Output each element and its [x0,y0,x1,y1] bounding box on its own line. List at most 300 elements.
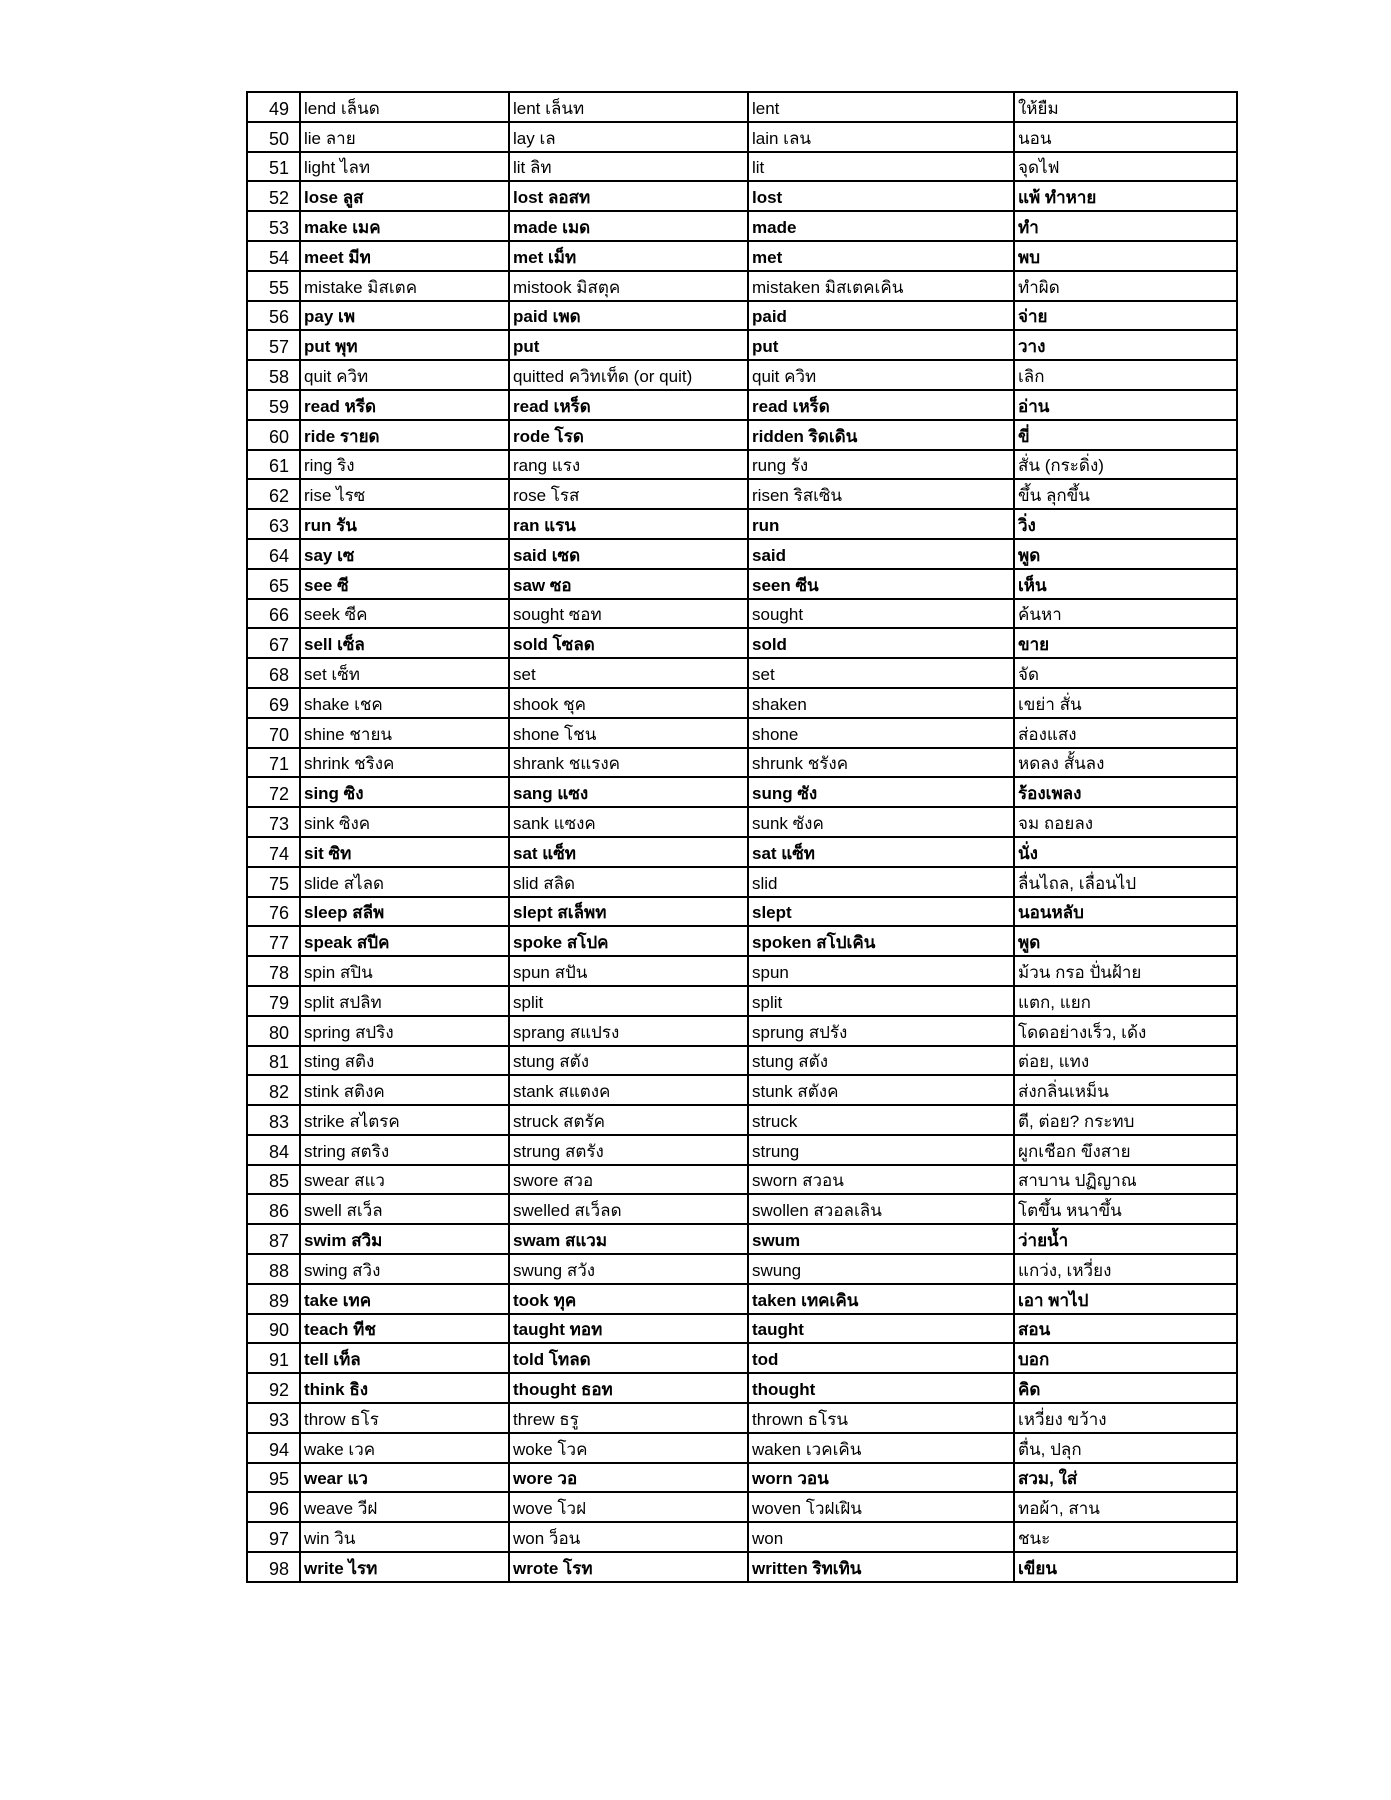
thai-meaning-cell: ค้นหา [1014,599,1237,629]
past-participle-cell: spun [748,956,1014,986]
past-participle-cell: slept [748,897,1014,927]
past-simple-cell: thought ธอท [509,1373,748,1403]
table-row [247,867,1237,897]
thai-meaning-cell: จัด [1014,658,1237,688]
table-row [247,1522,1237,1552]
base-form-cell: strike สไตรค [300,1105,509,1135]
base-form-cell: sell เซ็ล [300,628,509,658]
row-number-cell: 90 [247,1314,300,1344]
base-form-cell: light ไลท [300,152,509,182]
row-number-cell: 57 [247,330,300,360]
thai-meaning-cell: นอน [1014,122,1237,152]
past-participle-cell: run [748,509,1014,539]
base-form-cell: swell สเว็ล [300,1194,509,1224]
base-form-cell: teach ทีช [300,1314,509,1344]
thai-meaning-cell: ส่งกลิ่นเหม็น [1014,1075,1237,1105]
row-number-cell: 70 [247,718,300,748]
past-simple-cell: rode โรด [509,420,748,450]
base-form-cell: ride รายด [300,420,509,450]
thai-meaning-cell: เหวี่ยง ขว้าง [1014,1403,1237,1433]
thai-meaning-cell: ขึ้น ลุกขึ้น [1014,479,1237,509]
table-row [247,599,1237,629]
past-participle-cell: shaken [748,688,1014,718]
past-participle-cell: met [748,241,1014,271]
past-participle-cell: shrunk ชรังค [748,748,1014,778]
table-row [247,92,1237,122]
table-row [247,181,1237,211]
past-participle-cell: split [748,986,1014,1016]
base-form-cell: split สปลิท [300,986,509,1016]
past-simple-cell: sank แซงค [509,807,748,837]
base-form-cell: string สตริง [300,1135,509,1165]
past-participle-cell: tod [748,1343,1014,1373]
table-row [247,807,1237,837]
base-form-cell: mistake มิสเตค [300,271,509,301]
past-simple-cell: read เหร็ด [509,390,748,420]
past-participle-cell: seen ซีน [748,569,1014,599]
base-form-cell: pay เพ [300,301,509,331]
row-number-cell: 69 [247,688,300,718]
table-row [247,1314,1237,1344]
base-form-cell: shrink ชริงค [300,748,509,778]
table-row [247,1105,1237,1135]
past-participle-cell: set [748,658,1014,688]
past-participle-cell: waken เวคเคิน [748,1433,1014,1463]
thai-meaning-cell: พบ [1014,241,1237,271]
past-participle-cell: shone [748,718,1014,748]
table-row [247,1492,1237,1522]
base-form-cell: weave วีฝ [300,1492,509,1522]
row-number-cell: 72 [247,777,300,807]
table-row [247,777,1237,807]
past-participle-cell: lost [748,181,1014,211]
row-number-cell: 96 [247,1492,300,1522]
past-simple-cell: met เม็ท [509,241,748,271]
row-number-cell: 68 [247,658,300,688]
row-number-cell: 75 [247,867,300,897]
base-form-cell: stink สติงค [300,1075,509,1105]
thai-meaning-cell: เลิก [1014,360,1237,390]
past-simple-cell: rose โรส [509,479,748,509]
past-participle-cell: sat แซ็ท [748,837,1014,867]
past-simple-cell: swore สวอ [509,1165,748,1195]
thai-meaning-cell: จ่าย [1014,301,1237,331]
past-simple-cell: struck สตรัค [509,1105,748,1135]
table-row [247,122,1237,152]
past-simple-cell: woke โวค [509,1433,748,1463]
table-row [247,1254,1237,1284]
row-number-cell: 53 [247,211,300,241]
row-number-cell: 83 [247,1105,300,1135]
table-row [247,897,1237,927]
base-form-cell: wear แว [300,1463,509,1493]
past-simple-cell: saw ซอ [509,569,748,599]
thai-meaning-cell: สั่น (กระดิ่ง) [1014,450,1237,480]
table-row [247,956,1237,986]
row-number-cell: 85 [247,1165,300,1195]
base-form-cell: spring สปริง [300,1016,509,1046]
past-simple-cell: paid เพด [509,301,748,331]
thai-meaning-cell: หดลง สั้นลง [1014,748,1237,778]
table-row [247,1016,1237,1046]
thai-meaning-cell: พูด [1014,539,1237,569]
table-row [247,628,1237,658]
past-simple-cell: split [509,986,748,1016]
past-simple-cell: swung สวัง [509,1254,748,1284]
base-form-cell: shine ชายน [300,718,509,748]
table-row [247,1373,1237,1403]
row-number-cell: 49 [247,92,300,122]
row-number-cell: 51 [247,152,300,182]
row-number-cell: 74 [247,837,300,867]
thai-meaning-cell: ขาย [1014,628,1237,658]
past-simple-cell: put [509,330,748,360]
thai-meaning-cell: ต่อย, แทง [1014,1046,1237,1076]
base-form-cell: lose ลูส [300,181,509,211]
base-form-cell: sleep สลีพ [300,897,509,927]
table-row [247,658,1237,688]
past-simple-cell: shook ชุค [509,688,748,718]
table-row [247,390,1237,420]
row-number-cell: 91 [247,1343,300,1373]
past-participle-cell: sold [748,628,1014,658]
base-form-cell: swear สแว [300,1165,509,1195]
past-simple-cell: lay เล [509,122,748,152]
past-simple-cell: made เมด [509,211,748,241]
base-form-cell: wake เวค [300,1433,509,1463]
table-row [247,748,1237,778]
table-row [247,1194,1237,1224]
thai-meaning-cell: ทอผ้า, สาน [1014,1492,1237,1522]
row-number-cell: 84 [247,1135,300,1165]
past-simple-cell: took ทุค [509,1284,748,1314]
thai-meaning-cell: จม ถอยลง [1014,807,1237,837]
table-row [247,1463,1237,1493]
thai-meaning-cell: ว่ายน้ำ [1014,1224,1237,1254]
row-number-cell: 88 [247,1254,300,1284]
past-simple-cell: lost ลอสท [509,181,748,211]
row-number-cell: 65 [247,569,300,599]
base-form-cell: rise ไรซ [300,479,509,509]
table-row [247,1165,1237,1195]
thai-meaning-cell: ตื่น, ปลุก [1014,1433,1237,1463]
table-row [247,837,1237,867]
table-row [247,450,1237,480]
thai-meaning-cell: ให้ยืม [1014,92,1237,122]
table-row [247,1075,1237,1105]
past-participle-cell: rung รัง [748,450,1014,480]
past-participle-cell: thrown ธโรน [748,1403,1014,1433]
past-participle-cell: slid [748,867,1014,897]
thai-meaning-cell: จุดไฟ [1014,152,1237,182]
base-form-cell: put พุท [300,330,509,360]
thai-meaning-cell: ทำผิด [1014,271,1237,301]
base-form-cell: lend เล็นด [300,92,509,122]
table-row [247,509,1237,539]
past-participle-cell: paid [748,301,1014,331]
row-number-cell: 97 [247,1522,300,1552]
past-simple-cell: strung สตรัง [509,1135,748,1165]
past-participle-cell: written ริทเทิน [748,1552,1014,1582]
table-row [247,152,1237,182]
base-form-cell: swing สวิง [300,1254,509,1284]
past-participle-cell: stung สตัง [748,1046,1014,1076]
past-simple-cell: wore วอ [509,1463,748,1493]
past-simple-cell: wove โวฝ [509,1492,748,1522]
table-row [247,986,1237,1016]
table-row [247,1433,1237,1463]
past-participle-cell: stunk สตังค [748,1075,1014,1105]
base-form-cell: say เซ [300,539,509,569]
thai-meaning-cell: วาง [1014,330,1237,360]
base-form-cell: set เซ็ท [300,658,509,688]
thai-meaning-cell: ทำ [1014,211,1237,241]
irregular-verbs-table [246,91,1238,1583]
thai-meaning-cell: ลื่นไถล, เลื่อนไป [1014,867,1237,897]
base-form-cell: read หรีด [300,390,509,420]
thai-meaning-cell: แพ้ ทำหาย [1014,181,1237,211]
past-simple-cell: stank สแตงค [509,1075,748,1105]
thai-meaning-cell: คิด [1014,1373,1237,1403]
table-row [247,718,1237,748]
row-number-cell: 50 [247,122,300,152]
base-form-cell: take เทค [300,1284,509,1314]
table-row [247,1343,1237,1373]
table-row [247,1224,1237,1254]
table-body [247,92,1237,1582]
row-number-cell: 76 [247,897,300,927]
past-participle-cell: sworn สวอน [748,1165,1014,1195]
thai-meaning-cell: ตี, ต่อย? กระทบ [1014,1105,1237,1135]
base-form-cell: make เมค [300,211,509,241]
table-row [247,360,1237,390]
past-simple-cell: spun สปัน [509,956,748,986]
past-simple-cell: sang แซง [509,777,748,807]
past-simple-cell: swam สแวม [509,1224,748,1254]
thai-meaning-cell: ขี่ [1014,420,1237,450]
base-form-cell: win วิน [300,1522,509,1552]
table-row [247,420,1237,450]
past-participle-cell: risen ริสเซิน [748,479,1014,509]
past-simple-cell: won ว็อน [509,1522,748,1552]
row-number-cell: 98 [247,1552,300,1582]
past-participle-cell: swung [748,1254,1014,1284]
past-participle-cell: swum [748,1224,1014,1254]
thai-meaning-cell: ผูกเชือก ขึงสาย [1014,1135,1237,1165]
base-form-cell: ring ริง [300,450,509,480]
thai-meaning-cell: นั่ง [1014,837,1237,867]
past-participle-cell: lit [748,152,1014,182]
past-participle-cell: strung [748,1135,1014,1165]
thai-meaning-cell: วิ่ง [1014,509,1237,539]
row-number-cell: 86 [247,1194,300,1224]
base-form-cell: write ไรท [300,1552,509,1582]
past-simple-cell: lit ลิท [509,152,748,182]
base-form-cell: speak สปีค [300,926,509,956]
thai-meaning-cell: นอนหลับ [1014,897,1237,927]
past-simple-cell: said เซด [509,539,748,569]
table-row [247,1046,1237,1076]
past-simple-cell: shone โชน [509,718,748,748]
row-number-cell: 61 [247,450,300,480]
base-form-cell: sing ซิง [300,777,509,807]
base-form-cell: slide สไลด [300,867,509,897]
base-form-cell: think ธิง [300,1373,509,1403]
thai-meaning-cell: ร้องเพลง [1014,777,1237,807]
past-participle-cell: taught [748,1314,1014,1344]
thai-meaning-cell: เขย่า สั่น [1014,688,1237,718]
row-number-cell: 77 [247,926,300,956]
past-simple-cell: mistook มิสตุค [509,271,748,301]
base-form-cell: sting สติง [300,1046,509,1076]
thai-meaning-cell: ส่องแสง [1014,718,1237,748]
row-number-cell: 58 [247,360,300,390]
base-form-cell: swim สวิม [300,1224,509,1254]
past-participle-cell: read เหร็ด [748,390,1014,420]
row-number-cell: 71 [247,748,300,778]
past-simple-cell: swelled สเว็ลด [509,1194,748,1224]
past-simple-cell: shrank ชแรงค [509,748,748,778]
table-row [247,1284,1237,1314]
table-row [247,1403,1237,1433]
past-simple-cell: slept สเล็พท [509,897,748,927]
base-form-cell: quit ควิท [300,360,509,390]
past-participle-cell: won [748,1522,1014,1552]
row-number-cell: 66 [247,599,300,629]
row-number-cell: 93 [247,1403,300,1433]
thai-meaning-cell: เขียน [1014,1552,1237,1582]
row-number-cell: 59 [247,390,300,420]
table-row [247,241,1237,271]
row-number-cell: 63 [247,509,300,539]
row-number-cell: 56 [247,301,300,331]
thai-meaning-cell: โดดอย่างเร็ว, เด้ง [1014,1016,1237,1046]
past-participle-cell: lent [748,92,1014,122]
table-row [247,1135,1237,1165]
table-row [247,1552,1237,1582]
past-participle-cell: said [748,539,1014,569]
row-number-cell: 64 [247,539,300,569]
base-form-cell: sit ซิท [300,837,509,867]
row-number-cell: 67 [247,628,300,658]
thai-meaning-cell: ชนะ [1014,1522,1237,1552]
past-participle-cell: sung ซัง [748,777,1014,807]
past-simple-cell: sat แซ็ท [509,837,748,867]
base-form-cell: run รัน [300,509,509,539]
row-number-cell: 79 [247,986,300,1016]
past-participle-cell: taken เทคเคิน [748,1284,1014,1314]
past-simple-cell: lent เล็นท [509,92,748,122]
thai-meaning-cell: โตขึ้น หนาขึ้น [1014,1194,1237,1224]
table-row [247,926,1237,956]
row-number-cell: 87 [247,1224,300,1254]
base-form-cell: sink ซิงค [300,807,509,837]
past-simple-cell: stung สตัง [509,1046,748,1076]
base-form-cell: see ซี [300,569,509,599]
past-simple-cell: threw ธรู [509,1403,748,1433]
thai-meaning-cell: พูด [1014,926,1237,956]
thai-meaning-cell: สาบาน ปฏิญาณ [1014,1165,1237,1195]
table-row [247,569,1237,599]
base-form-cell: tell เท็ล [300,1343,509,1373]
row-number-cell: 82 [247,1075,300,1105]
thai-meaning-cell: อ่าน [1014,390,1237,420]
row-number-cell: 92 [247,1373,300,1403]
thai-meaning-cell: สอน [1014,1314,1237,1344]
past-participle-cell: sought [748,599,1014,629]
past-simple-cell: slid สลิด [509,867,748,897]
past-participle-cell: spoken สโปเคิน [748,926,1014,956]
thai-meaning-cell: บอก [1014,1343,1237,1373]
past-participle-cell: lain เลน [748,122,1014,152]
row-number-cell: 78 [247,956,300,986]
base-form-cell: shake เชค [300,688,509,718]
table-row [247,271,1237,301]
thai-meaning-cell: แกว่ง, เหวี่ยง [1014,1254,1237,1284]
past-participle-cell: ridden ริดเดิน [748,420,1014,450]
thai-meaning-cell: สวม, ใส่ [1014,1463,1237,1493]
past-simple-cell: sold โซลด [509,628,748,658]
past-participle-cell: mistaken มิสเตคเคิน [748,271,1014,301]
past-participle-cell: quit ควิท [748,360,1014,390]
past-simple-cell: set [509,658,748,688]
past-simple-cell: told โทลด [509,1343,748,1373]
past-simple-cell: sought ซอท [509,599,748,629]
table-row [247,301,1237,331]
base-form-cell: seek ซีค [300,599,509,629]
past-participle-cell: worn วอน [748,1463,1014,1493]
thai-meaning-cell: เห็น [1014,569,1237,599]
past-participle-cell: struck [748,1105,1014,1135]
row-number-cell: 54 [247,241,300,271]
past-simple-cell: ran แรน [509,509,748,539]
base-form-cell: lie ลาย [300,122,509,152]
row-number-cell: 95 [247,1463,300,1493]
row-number-cell: 89 [247,1284,300,1314]
past-simple-cell: spoke สโปค [509,926,748,956]
past-simple-cell: quitted ควิทเท็ด (or quit) [509,360,748,390]
table-row [247,211,1237,241]
thai-meaning-cell: ม้วน กรอ ปั่นฝ้าย [1014,956,1237,986]
row-number-cell: 52 [247,181,300,211]
thai-meaning-cell: เอา พาไป [1014,1284,1237,1314]
row-number-cell: 55 [247,271,300,301]
past-participle-cell: put [748,330,1014,360]
base-form-cell: meet มีท [300,241,509,271]
past-participle-cell: sprung สปรัง [748,1016,1014,1046]
table-row [247,688,1237,718]
table-row [247,479,1237,509]
base-form-cell: spin สปิน [300,956,509,986]
past-simple-cell: wrote โรท [509,1552,748,1582]
base-form-cell: throw ธโร [300,1403,509,1433]
row-number-cell: 62 [247,479,300,509]
past-participle-cell: swollen สวอลเลิน [748,1194,1014,1224]
row-number-cell: 80 [247,1016,300,1046]
past-participle-cell: made [748,211,1014,241]
row-number-cell: 81 [247,1046,300,1076]
row-number-cell: 60 [247,420,300,450]
past-simple-cell: taught ทอท [509,1314,748,1344]
past-simple-cell: rang แรง [509,450,748,480]
table-row [247,539,1237,569]
past-participle-cell: thought [748,1373,1014,1403]
thai-meaning-cell: แตก, แยก [1014,986,1237,1016]
row-number-cell: 94 [247,1433,300,1463]
past-participle-cell: sunk ซังค [748,807,1014,837]
table-row [247,330,1237,360]
past-simple-cell: sprang สแปรง [509,1016,748,1046]
